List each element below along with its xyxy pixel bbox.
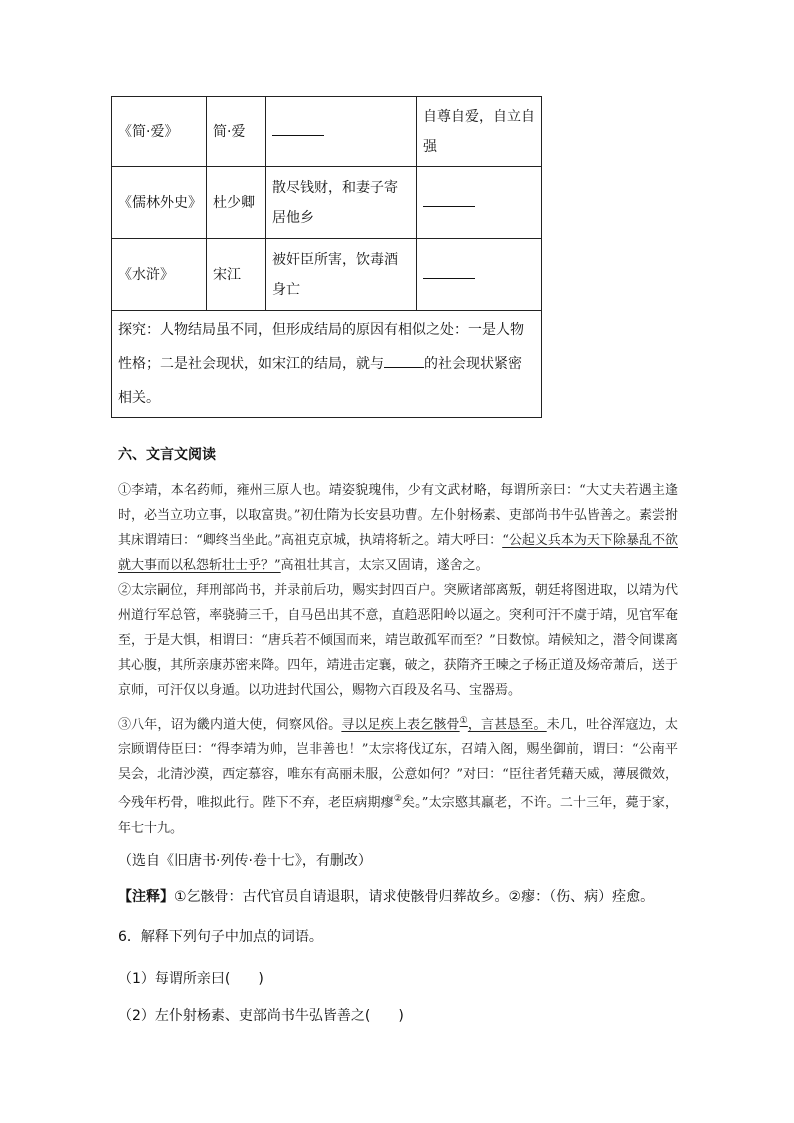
passage-paragraph-1: ①李靖，本名药师，雍州三原人也。靖姿貌瑰伟，少有文武材略，每谓所亲曰：“大丈夫若遇主逢时，必当立功立事，以取富贵。”初仕隋为长安县功曹。左仆射杨素、吏部尚书牛弘皆善之。素尝拊其床谓靖曰：“卿终当坐此。”高祖克京城，执靖将斩之。靖大呼曰：“公起义兵本为天下除暴乱不欲就大事而以私怨斩壮士乎？”高祖壮其言，太宗又固请，遂舍之。 (118, 483, 678, 573)
cell-person: 简·爱 (207, 97, 266, 167)
answer-blank[interactable] (384, 353, 424, 368)
source-citation: （选自《旧唐书·列传·卷十七》，有删改） (118, 853, 372, 869)
inquiry-cell: 探究：人物结局虽不同，但形成结局的原因有相似之处：一是人物性格；二是社会现状，如宋江的结局，就与 的社会现状紧密相关。 (112, 311, 542, 418)
passage-paragraph-2: ②太宗嗣位，拜刑部尚书，并录前后功，赐实封四百户。突厥诸部离叛，朝廷将图进取，以靖为代州道行军总管，率骁骑三千，自马邑出其不意，直趋恶阳岭以逼之。突利可汗不虞于靖，见官军奄至，于是大惧，相谓曰：“唐兵若不倾国而来，靖岂敢孤军而至？”日数惊。靖候知之，潜令间谍离其心腹，其所亲康苏密来降。四年，靖进击定襄，破之，获隋齐王暕之子杨正道及炀帝萧后，送于京师，可汗仅以身遁。以功进封代国公，赐物六百段及名马、宝器焉。 (118, 583, 678, 698)
underlined-sentence: 寻以足疾上表乞骸骨 (341, 717, 460, 733)
answer-blank[interactable] (423, 192, 475, 207)
question-6-1[interactable]: （1）每谓所亲曰( ) (118, 971, 264, 987)
character-table (111, 96, 542, 418)
cell-book: 《儒林外史》 (112, 167, 207, 239)
cell-book: 《简·爱》 (112, 97, 207, 167)
cell-blank (417, 167, 542, 239)
cell-person: 杜少卿 (207, 167, 266, 239)
cell-book: 《水浒》 (112, 239, 207, 311)
answer-blank[interactable] (272, 121, 324, 136)
cell-text: 自尊自爱，自立自强 (417, 97, 542, 167)
cell-person: 宋江 (207, 239, 266, 311)
inquiry-text: 探究：人物结局虽不同，但形成结局的原因有相似之处：一是人物性格；二是社会现状，如宋江的结局，就与 (118, 322, 524, 372)
answer-blank[interactable] (423, 264, 475, 279)
cell-text: 被奸臣所害，饮毒酒身亡 (266, 239, 417, 311)
question-6: 6．解释下列句子中加点的词语。 (118, 929, 323, 945)
question-6-2[interactable]: （2）左仆射杨素、吏部尚书牛弘皆善之( ) (118, 1008, 404, 1024)
cell-text: 散尽钱财，和妻子寄居他乡 (266, 167, 417, 239)
annotation: 【注释】①乞骸骨：古代官员自请退职，请求使骸骨归葬故乡。②瘳：（伤、病）痊愈。 (118, 889, 655, 905)
cell-blank (266, 97, 417, 167)
passage-paragraph-3: ③八年，诏为畿内道大使，伺察风俗。寻以足疾上表乞骸骨①，言甚恳至。未几，吐谷浑寇边，太宗顾谓侍臣曰：“得李靖为帅，岂非善也！”太宗将伐辽东，召靖入阁，赐坐御前，谓曰：“公南平吴会，北清沙漠，西定慕容，唯东有高丽未服，公意如何？”对曰：“臣往者凭藉天威，薄展微效，今残年朽骨，唯拟此行。陛下不弃，老臣病期瘳②矣。”太宗愍其羸老，不许。二十三年，薨于家，年七十九。 (118, 716, 678, 836)
cell-blank (417, 239, 542, 311)
underlined-sentence: “公起义兵本为天下除暴乱不欲就大事而以私怨斩壮士乎？” (118, 533, 678, 573)
section-title: 六、文言文阅读 (118, 447, 216, 463)
